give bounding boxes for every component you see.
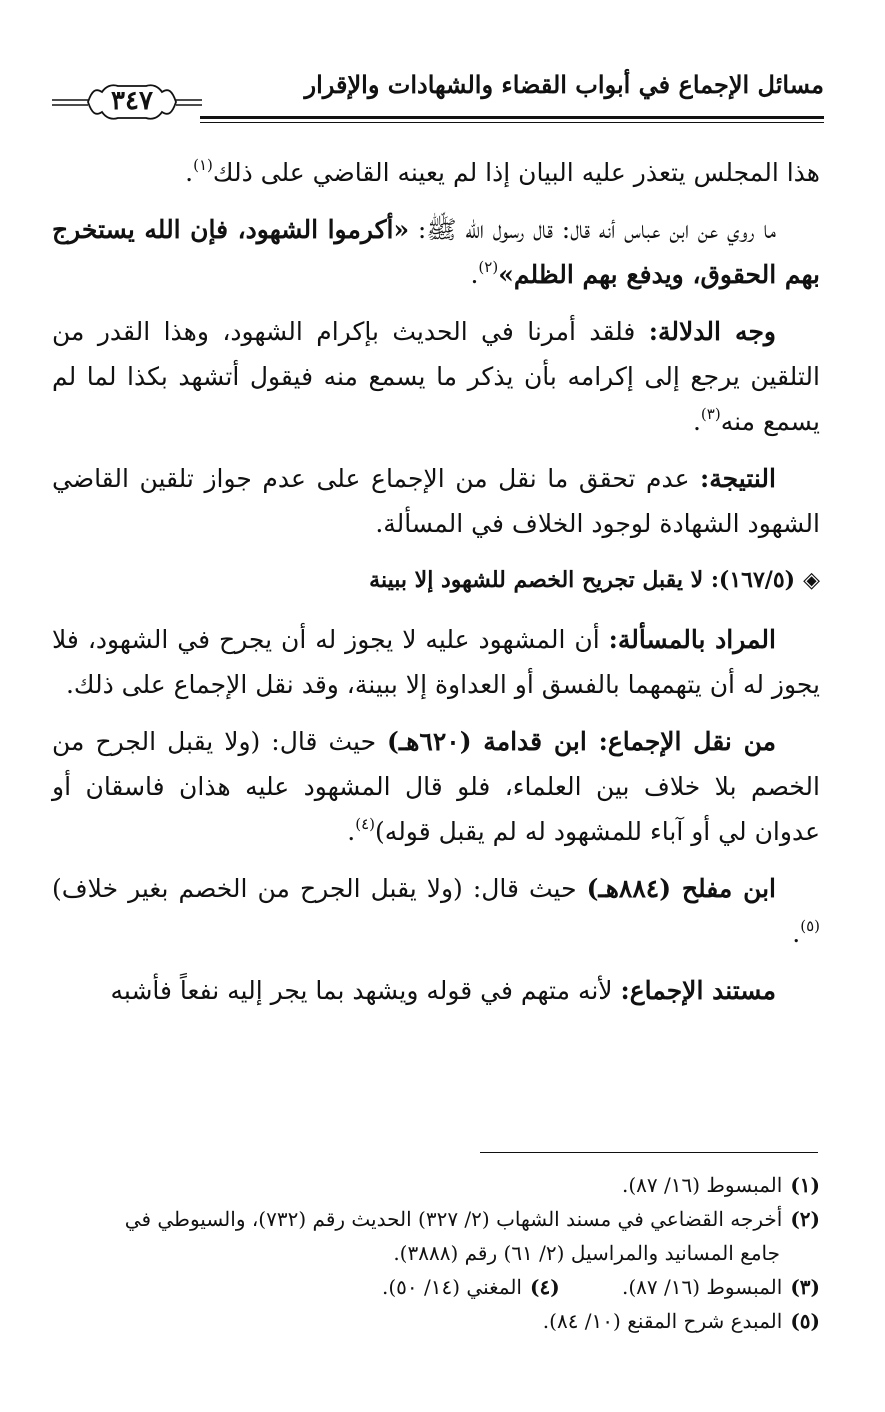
diamond-icon: ◈ [803, 567, 820, 593]
paragraph-5 [52, 617, 820, 707]
header-rule-thin [200, 122, 824, 123]
footnote-row-3-4 [52, 1270, 820, 1304]
footnote-ref: (٤) [355, 815, 376, 833]
footnote-2 [52, 1202, 820, 1236]
main-text [52, 150, 820, 1025]
footnotes [52, 1168, 820, 1338]
header-rule [200, 116, 824, 119]
paragraph-text: ما روي عن ابن عباس أنه قال: قال رسول الله ﷺ: [409, 215, 777, 244]
paragraph-1 [52, 150, 820, 195]
paragraph-label: النتيجة: [700, 464, 776, 493]
footnote-text: جامع المسانيد والمراسيل (٢/ ٦١) رقم (٣٨٨٨). [393, 1241, 780, 1265]
footnote-text: المغني (١٤/ ٥٠). [382, 1275, 522, 1299]
footnote-text: المبسوط (١٦/ ٨٧). [621, 1275, 783, 1299]
footnote-text: المبدع شرح المقنع (١٠/ ٨٤). [542, 1309, 783, 1333]
paragraph-4 [52, 456, 820, 546]
footnote-ref: (١) [193, 156, 213, 174]
footnote-1 [52, 1168, 820, 1202]
paragraph-text: حيث قال: (ولا يقبل الجرح من الخصم بلا خلاف بين العلماء، فلو قال المشهود عليه هذان فاسقان أو عدوان لي أو آباء للمشهود له لم يقبل قوله) [52, 727, 820, 846]
paragraph-text: فلقد أمرنا في الحديث بإكرام الشهود، وهذا القدر من التلقين يرجع إلى إكرامه بأن يذكر ما يسمع منه فيقول أتشهد بكذا لما لم يسمع منه [52, 317, 820, 436]
paragraph-text: حيث قال: (ولا يقبل الجرح من الخصم بغير خلاف) [52, 874, 587, 903]
footnote-2-continued [52, 1236, 820, 1270]
paragraph-text: هذا المجلس يتعذر عليه البيان إذا لم يعينه القاضي على ذلك [212, 158, 820, 187]
page-number-ornament [52, 80, 202, 124]
footnote-text: أخرجه القضاعي في مسند الشهاب (٢/ ٣٢٧) الحديث رقم (٧٣٢)، والسيوطي في [124, 1207, 783, 1231]
footnote-5 [52, 1304, 820, 1338]
paragraph-label: من نقل الإجماع: [598, 727, 776, 756]
paragraph-label: وجه الدلالة: [648, 317, 776, 346]
paragraph-7 [52, 866, 820, 956]
paragraph-label: المراد بالمسألة: [608, 625, 776, 654]
footnote-3 [622, 1270, 820, 1304]
period: . [470, 260, 479, 289]
scholar-name: ابن مفلح (٨٨٤هـ) [586, 874, 776, 903]
footnote-number: (٥) [790, 1309, 820, 1333]
footnote-ref: (٥) [800, 917, 820, 935]
paragraph-2 [52, 207, 820, 297]
footnote-separator [480, 1152, 818, 1153]
issue-number: (١٦٧/٥): [710, 567, 796, 593]
period: . [692, 407, 701, 436]
footnote-text: المبسوط (١٦/ ٨٧). [621, 1173, 783, 1197]
footnote-number: (١) [790, 1173, 820, 1197]
running-header [52, 68, 824, 128]
footnote-4 [52, 1270, 560, 1304]
footnote-number: (٢) [790, 1207, 820, 1231]
footnote-ref: (٣) [700, 405, 721, 423]
period: . [185, 158, 194, 187]
footnote-ref: (٢) [478, 258, 499, 276]
paragraph-6 [52, 719, 820, 854]
paragraph-label: مستند الإجماع: [620, 976, 776, 1005]
issue-heading [52, 558, 820, 603]
paragraph-8 [52, 968, 820, 1013]
paragraph-text: أن المشهود عليه لا يجوز له أن يجرح في الشهود، فلا يجوز له أن يتهمهما بالفسق أو العداوة إلا ببينة، وقد نقل الإجماع على ذلك. [52, 625, 820, 699]
footnote-number: (٤) [529, 1275, 560, 1299]
hadith-quote: «أكرموا الشهود، فإن الله يستخرج بهم الحقوق، ويدفع بهم الظلم» [52, 215, 820, 289]
footnote-number: (٣) [790, 1275, 820, 1299]
paragraph-text: عدم تحقق ما نقل من الإجماع على عدم جواز تلقين القاضي الشهود الشهادة لوجود الخلاف في المسألة. [52, 464, 820, 538]
scholar-name: ابن قدامة (٦٢٠هـ) [387, 727, 599, 756]
running-title: مسائل الإجماع في أبواب القضاء والشهادات والإقرار [304, 70, 824, 99]
paragraph-text: لأنه متهم في قوله ويشهد بما يجر إليه نفعاً فأشبه [110, 976, 621, 1005]
paragraph-3 [52, 309, 820, 444]
page-number: ٣٤٧ [111, 86, 153, 116]
period: . [792, 919, 801, 948]
issue-title: لا يقبل تجريح الخصم للشهود إلا ببينة [369, 567, 711, 593]
period: . [347, 817, 356, 846]
